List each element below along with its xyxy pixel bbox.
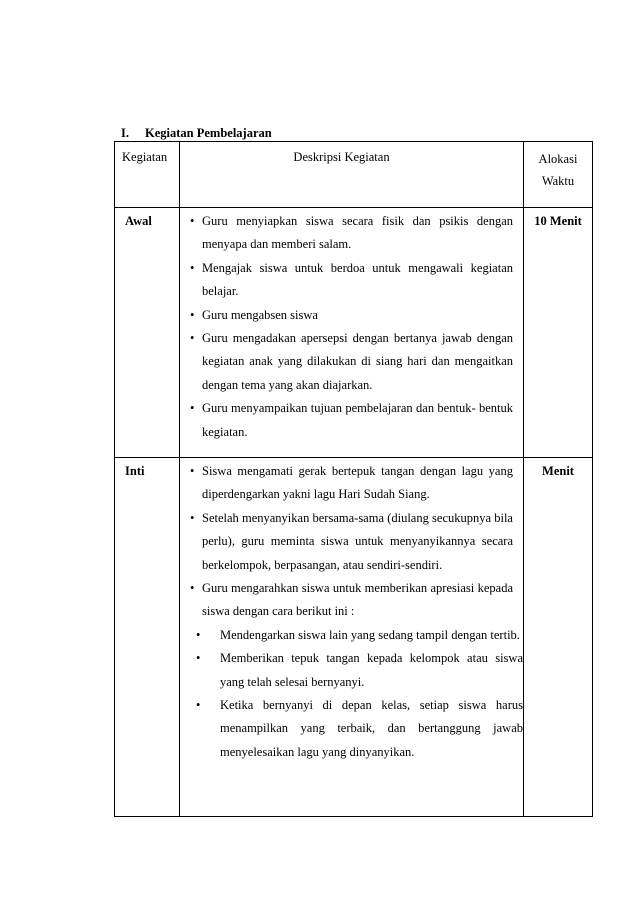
list-item: • Guru menyiapkan siswa secara fisik dan psikis dengan menyapa dan memberi salam. [190,210,513,257]
header-alokasi-line2: Waktu [541,174,575,188]
list-item: • Guru mengarahkan siswa untuk memberikan apresiasi kepada siswa dengan cara berikut ini : [190,577,513,624]
sub-list-item: • Ketika bernyanyi di depan kelas, setiap siswa harus menampilkan yang terbaik, dan bertanggung jawab menyelesaikan lagu yang dinyanyikan. [190,694,523,764]
apresiasi-sublist [180,624,523,764]
header-kegiatan: Kegiatan [115,142,180,208]
activity-list [180,208,523,444]
list-item: • Guru mengabsen siswa [190,304,513,327]
kegiatan-cell: Inti [115,458,180,817]
list-item: • Guru menyampaikan tujuan pembelajaran dan bentuk- bentuk kegiatan. [190,397,513,444]
table-row [115,208,593,458]
table-row [115,458,593,817]
activity-table [114,141,593,817]
header-alokasi-line1: Alokasi [538,152,578,166]
list-item: • Siswa mengamati gerak bertepuk tangan dengan lagu yang diperdengarkan yakni lagu Hari Sudah Siang. [190,460,513,507]
deskripsi-cell [180,458,524,817]
sub-list-item: • Mendengarkan siswa lain yang sedang tampil dengan tertib. [190,624,523,647]
kegiatan-cell: Awal [115,208,180,458]
sub-list-item: • Memberikan tepuk tangan kepada kelompok atau siswa yang telah selesai bernyanyi. [190,647,523,694]
section-heading [121,126,272,141]
activity-list [180,458,523,624]
alokasi-cell: 10 Menit [524,208,593,458]
list-item: • Mengajak siswa untuk berdoa untuk mengawali kegiatan belajar. [190,257,513,304]
list-item: • Guru mengadakan apersepsi dengan bertanya jawab dengan kegiatan anak yang dilakukan di siang hari dan mengaitkan dengan tema yang akan diajarkan. [190,327,513,397]
list-item: • Setelah menyanyikan bersama-sama (diulang secukupnya bila perlu), guru meminta siswa untuk menyanyikannya secara berkelompok, berpasangan, atau sendiri-sendiri. [190,507,513,577]
alokasi-cell: Menit [524,458,593,817]
section-title: Kegiatan Pembelajaran [145,126,272,140]
table-header-row [115,142,593,208]
deskripsi-cell [180,208,524,458]
header-deskripsi: Deskripsi Kegiatan [180,142,524,208]
header-alokasi [524,142,593,208]
section-number: I. [121,126,129,140]
